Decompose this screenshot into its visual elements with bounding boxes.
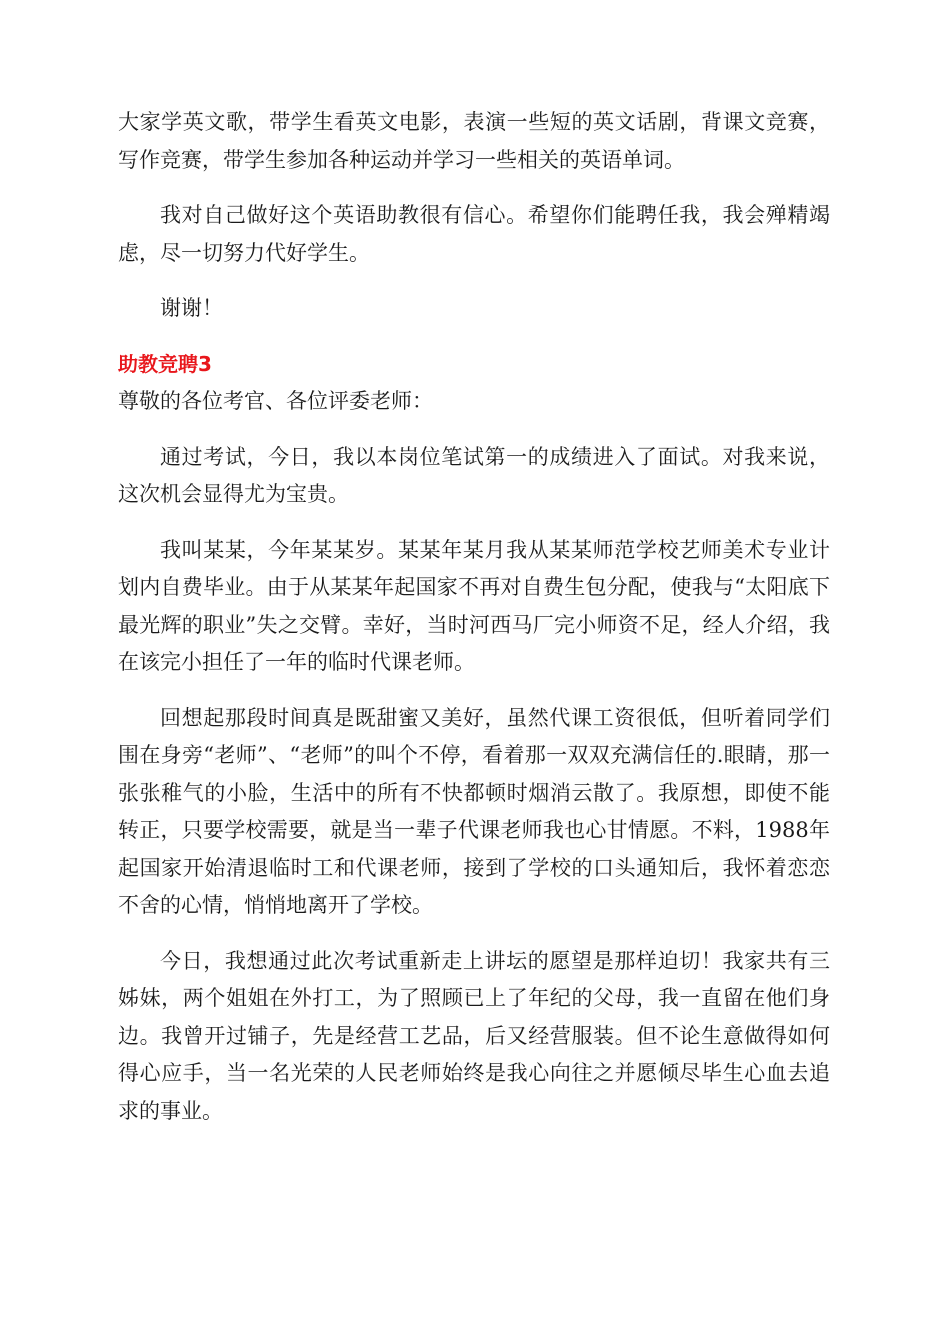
salutation: 尊敬的各位考官、各位评委老师： — [118, 389, 433, 413]
paragraph-background: 我叫某某，今年某某岁。某某年某月我从某某师范学校艺师美术专业计划内自费毕业。由于从某某年起国家不再对自费生包分配，使我与“太阳底下最光辉的职业”失之交臂。幸好，当时河西马厂完小师资不足，经人介绍，我在该完小担任了一年的临时代课老师。 — [118, 537, 830, 674]
paragraph-memories: 回想起那段时间真是既甜蜜又美好，虽然代课工资很低，但听着同学们围在身旁“老师”、“老师”的叫个不停，看着那一双双充满信任的.眼睛，那一张张稚气的小脸，生活中的所有不快都顿时烟消云散了。我原想，即使不能转正，只要学校需要，就是当一辈子代课老师我也心甘情愿。不料，1988年起国家开始清退临时工和代课老师，接到了学校的口头通知后，我怀着恋恋不舍的心情，悄悄地离开了学校。 — [118, 705, 830, 917]
paragraph-thanks: 谢谢！ — [160, 296, 223, 320]
paragraph-interview: 通过考试，今日，我以本岗位笔试第一的成绩进入了面试。对我来说，这次机会显得尤为宝贵。 — [118, 444, 830, 506]
section-heading: 助教竞聘3 — [118, 351, 212, 376]
paragraph-confidence: 我对自己做好这个英语助教很有信心。希望你们能聘任我，我会殚精竭虑，尽一切努力代好学生。 — [118, 203, 830, 265]
paragraph-continued: 大家学英文歌，带学生看英文电影，表演一些短的英文话剧，背课文竞赛，写作竞赛，带学生参加各种运动并学习一些相关的英语单词。 — [118, 110, 830, 172]
document-body — [118, 104, 830, 1130]
paragraph-aspiration: 今日，我想通过此次考试重新走上讲坛的愿望是那样迫切！我家共有三姊妹，两个姐姐在外打工，为了照顾已上了年纪的父母，我一直留在他们身边。我曾开过铺子，先是经营工艺品，后又经营服装。但不论生意做得如何得心应手，当一名光荣的人民老师始终是我心向往之并愿倾尽毕生心血去追求的事业。 — [118, 948, 830, 1123]
